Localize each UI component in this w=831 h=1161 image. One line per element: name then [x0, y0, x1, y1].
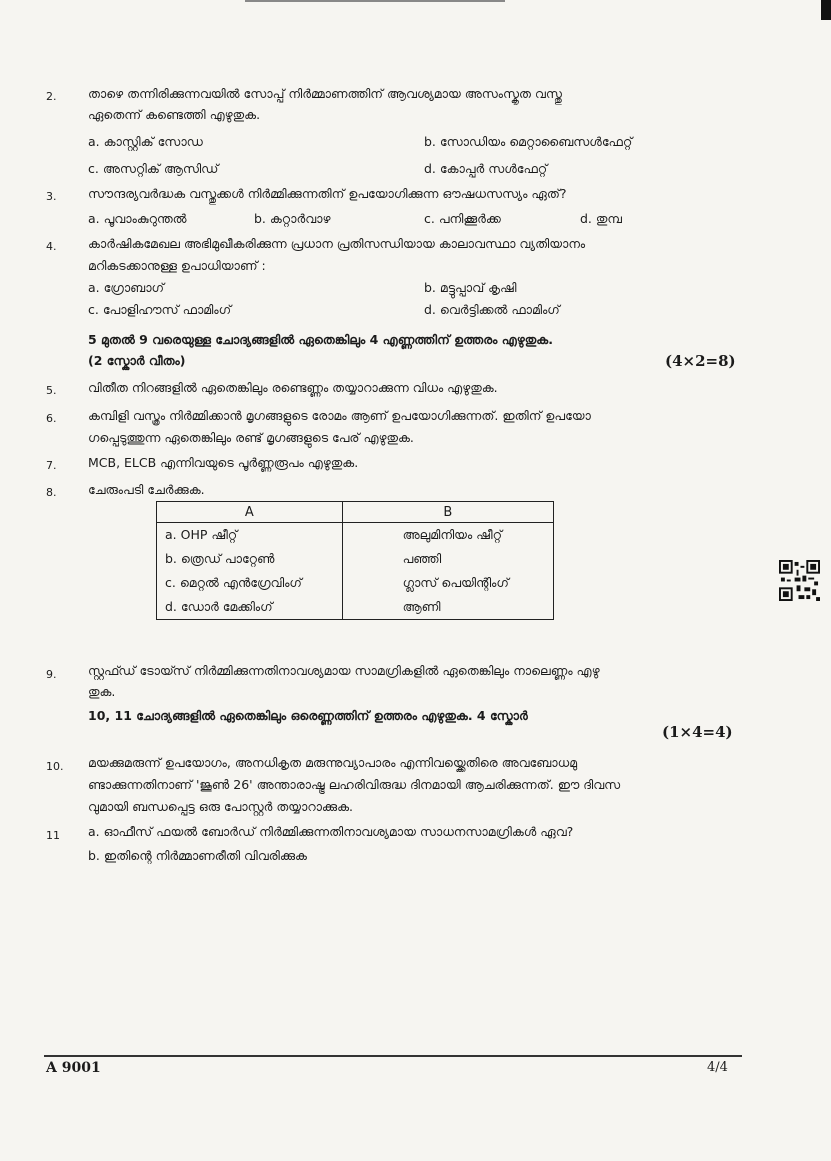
table-row — [157, 571, 554, 595]
column-header-b: B — [342, 502, 553, 523]
question-text: ഗപ്പെടുത്തുന്ന ഏതെങ്കിലും രണ്ട് മൃഗങ്ങളുടെ പേര് എഴുതുക. — [88, 430, 414, 445]
table-row — [157, 595, 554, 620]
paper-code: A 9001 — [46, 1060, 101, 1076]
question-text: ഏതെന്ന് കണ്ടെത്തി എഴുതുക. — [88, 107, 261, 122]
question-text: MCB, ELCB എന്നിവയുടെ പൂർണ്ണരൂപം എഴുതുക. — [88, 455, 359, 470]
question-text: താഴെ തന്നിരിക്കുന്നവയിൽ സോപ്പ് നിർമ്മാണത്തിന് ആവശ്യമായ അസംസ്കൃത വസ്തു — [88, 86, 562, 101]
section-instruction: 5 മുതൽ 9 വരെയുള്ള ചോദ്യങ്ങളിൽ ഏതെങ്കിലും 4 എണ്ണത്തിന് ഉത്തരം എഴുതുക. — [88, 332, 553, 347]
question-text: തുക. — [88, 684, 116, 699]
question-number: 7. — [46, 459, 57, 472]
top-rule — [245, 0, 505, 2]
question-number: 10. — [46, 760, 64, 773]
table-row — [157, 547, 554, 571]
section-instruction: 10, 11 ചോദ്യങ്ങളിൽ ഏതെങ്കിലും ഒരെണ്ണത്തിന് ഉത്തരം എഴുതുക. 4 സ്കോർ — [88, 708, 528, 723]
question-text: വുമായി ബന്ധപ്പെട്ട ഒരു പോസ്റ്റർ തയ്യാറാക്കുക. — [88, 799, 354, 814]
question-text: ണ്ടാക്കുന്നതിനാണ് 'ജൂൺ 26' അന്താരാഷ്ട്ര ലഹരിവിരുദ്ധ ദിനമായി ആചരിക്കുന്നത്. ഈ ദിവസ — [88, 777, 621, 792]
table-cell: അലുമിനിയം ഷീറ്റ് — [402, 527, 503, 542]
question-text: ചേരുംപടി ചേർക്കുക. — [88, 482, 205, 497]
column-header-a: A — [157, 502, 343, 523]
question-number: 4. — [46, 240, 57, 253]
option-d: d. കോപ്പർ സൾഫേറ്റ് — [424, 161, 548, 176]
option-b: b. സോഡിയം മെറ്റാബൈസൾഫേറ്റ് — [424, 134, 633, 149]
footer-rule — [44, 1055, 742, 1057]
table-row — [157, 523, 554, 548]
table-cell: ഗ്ലാസ് പെയിന്റിംഗ് — [402, 575, 509, 590]
question-number: 11 — [46, 829, 60, 842]
question-text: വിതീത നിറങ്ങളിൽ ഏതെങ്കിലും രണ്ടെണ്ണം തയ്യാറാക്കുന്ന വിധം എഴുതുക. — [88, 380, 498, 395]
option-d: d. വെർട്ടിക്കൽ ഫാമിംഗ് — [424, 302, 560, 317]
question-number: 8. — [46, 486, 57, 499]
question-text: കാർഷികമേഖല അഭിമുഖീകരിക്കുന്ന പ്രധാന പ്രതിസന്ധിയായ കാലാവസ്ഥാ വ്യതിയാനം — [88, 236, 586, 251]
qr-code-icon — [779, 560, 820, 601]
option-a: a. ഗ്രോബാഗ് — [88, 280, 165, 295]
question-text: സൗന്ദര്യവർദ്ധക വസ്തുക്കൾ നിർമ്മിക്കുന്നതിന് ഉപയോഗിക്കുന്ന ഔഷധസസ്യം ഏത്? — [88, 186, 567, 201]
question-text: സ്റ്റഫ്ഡ് ടോയ്സ് നിർമ്മിക്കുന്നതിനാവശ്യമായ സാമഗ്രികളിൽ ഏതെങ്കിലും നാലെണ്ണം എഴു — [88, 663, 600, 678]
table-cell: പഞ്ഞി — [402, 551, 442, 566]
question-number: 9. — [46, 668, 57, 681]
question-text: കമ്പിളി വസ്ത്രം നിർമ്മിക്കാൻ മൃഗങ്ങളുടെ രോമം ആണ് ഉപയോഗിക്കുന്നത്. ഇതിന് ഉപയോ — [88, 408, 591, 423]
option-c: c. പനിക്കൂർക്ക — [424, 211, 501, 226]
option-b: b. മട്ടുപ്പാവ് കൃഷി — [424, 280, 517, 295]
table-cell: b. ത്രെഡ് പാറ്റേൺ — [157, 547, 343, 571]
question-text: b. ഇതിന്റെ നിർമ്മാണരീതി വിവരിക്കുക — [88, 848, 307, 863]
table-cell: ആണി — [402, 599, 441, 614]
question-text: a. ഓഫീസ് ഫയൽ ബോർഡ് നിർമ്മിക്കുന്നതിനാവശ്യമായ സാധനസാമഗ്രികൾ ഏവ? — [88, 824, 574, 839]
option-c: c. അസറ്റിക് ആസിഡ് — [88, 161, 219, 176]
section-marks: (1×4=4) — [662, 723, 733, 741]
question-number: 3. — [46, 190, 57, 203]
question-number: 6. — [46, 412, 57, 425]
question-text: മയക്കുമരുന്ന് ഉപയോഗം, അനധികൃത മരുന്നുവ്യാപാരം എന്നിവയ്ക്കെതിരെ അവബോധമു — [88, 755, 578, 770]
table-cell: a. OHP ഷീറ്റ് — [157, 523, 343, 548]
section-marks: (4×2=8) — [665, 352, 736, 370]
question-number: 5. — [46, 384, 57, 397]
option-a: a. പൂവാംകുറുന്തൽ — [88, 211, 187, 226]
question-number: 2. — [46, 90, 57, 103]
match-table — [156, 501, 554, 620]
page-number: 4/4 — [707, 1060, 728, 1075]
table-cell: d. ഡോർ മേക്കിംഗ് — [157, 595, 343, 620]
corner-mark — [821, 0, 831, 20]
table-cell: c. മെറ്റൽ എൻഗ്രേവിംഗ് — [157, 571, 343, 595]
option-a: a. കാസ്റ്റിക് സോഡ — [88, 134, 203, 149]
question-text: മറികടക്കാനുള്ള ഉപാധിയാണ് : — [88, 258, 266, 273]
option-d: d. തുമ്പ — [580, 211, 622, 226]
option-c: c. പോളിഹൗസ് ഫാമിംഗ് — [88, 302, 232, 317]
section-score-note: (2 സ്കോർ വീതം) — [88, 353, 186, 368]
option-b: b. കറ്റാർവാഴ — [254, 211, 331, 226]
